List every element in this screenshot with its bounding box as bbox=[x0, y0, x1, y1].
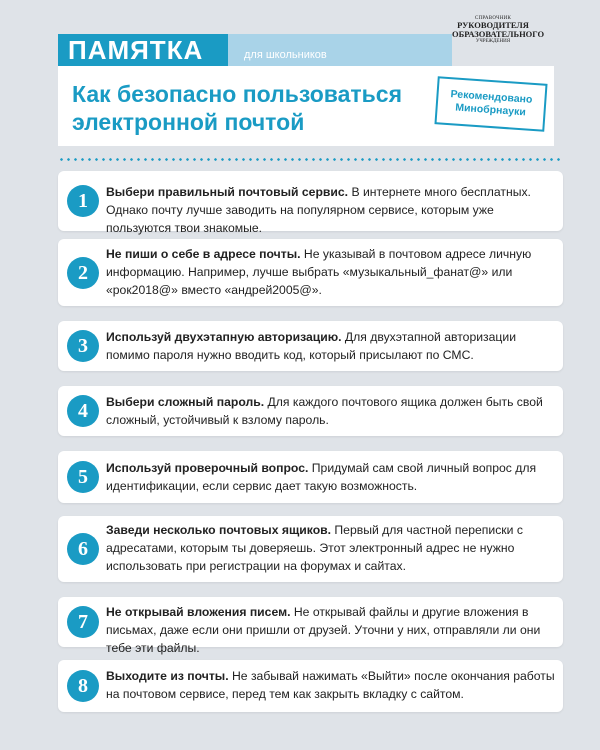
tip-text bbox=[106, 328, 555, 364]
tip-number-badge: 4 bbox=[67, 395, 99, 427]
tip-body: Не указывай в почтовом адресе личную информацию. Например, лучше выбрать «музыкальный_фанат@» или «рок2018@» вместо «андрей2005@». bbox=[106, 247, 532, 297]
tip-text bbox=[106, 183, 555, 237]
tip-number-badge: 6 bbox=[67, 533, 99, 565]
tip-heading: Выбери правильный почтовый сервис. bbox=[106, 185, 349, 199]
tip-text bbox=[106, 245, 555, 299]
page-title bbox=[72, 80, 412, 136]
tip-number-badge: 7 bbox=[67, 606, 99, 638]
logo-small-bottom: УЧРЕЖДЕНИЯ bbox=[475, 39, 511, 44]
tip-number-badge: 8 bbox=[67, 670, 99, 702]
tip-text bbox=[106, 521, 555, 575]
tip-heading: Не пиши о себе в адресе почты. bbox=[106, 247, 301, 261]
tip-body: Для двухэтапной авторизации помимо пароля нужно вводить код, который присылают по СМС. bbox=[106, 330, 517, 362]
memo-tab: ПАМЯТКА bbox=[58, 34, 238, 66]
tip-heading: Используй проверочный вопрос. bbox=[106, 461, 309, 475]
tip-item bbox=[58, 239, 563, 306]
tip-body: Первый для частной переписки с адресатами, которым ты доверяешь. Этот электронный адрес не нужно использовать при регистрации на форумах и сайтах. bbox=[106, 523, 523, 573]
logo-small-top: СПРАВОЧНИК bbox=[474, 16, 512, 21]
tip-heading: Используй двухэтапную авторизацию. bbox=[106, 330, 342, 344]
tip-heading: Выбери сложный пароль. bbox=[106, 395, 265, 409]
tip-text bbox=[106, 393, 555, 429]
tip-item bbox=[58, 171, 563, 235]
tip-body: Не открывай файлы и другие вложения в письмах, даже если они пришли от друзей. Уточни у них, отправляли ли они тебе эти файлы. bbox=[106, 605, 541, 655]
tip-heading: Заведи несколько почтовых ящиков. bbox=[106, 523, 332, 537]
tip-number-badge: 3 bbox=[67, 330, 99, 362]
tip-body: Для каждого почтового ящика должен быть свой сложный, устойчивый к взлому пароль. bbox=[106, 395, 543, 427]
tip-item bbox=[58, 386, 563, 436]
tip-item bbox=[58, 660, 563, 712]
title-card bbox=[58, 66, 554, 146]
header-tabs bbox=[58, 34, 436, 66]
tip-heading: Не открывай вложения писем. bbox=[106, 605, 291, 619]
tip-heading: Выходите из почты. bbox=[106, 669, 229, 683]
recommendation-stamp bbox=[434, 76, 547, 132]
tip-number-badge: 2 bbox=[67, 257, 99, 289]
tip-body: Не забывай нажимать «Выйти» после окончания работы на почтовом сервисе, перед тем как закрыть вкладку с сайтом. bbox=[106, 669, 555, 701]
tip-item bbox=[58, 321, 563, 371]
tip-item bbox=[58, 516, 563, 582]
tip-text bbox=[106, 667, 555, 703]
tip-body: В интернете много бесплатных. Однако почту лучше заводить на популярном сервисе, которым уже пользуются твои знакомые. bbox=[106, 185, 531, 235]
title-line-2: электронной почтой bbox=[72, 109, 305, 135]
audience-tab: для школьников bbox=[228, 34, 452, 66]
stamp-line-1: Рекомендовано bbox=[450, 88, 533, 106]
stamp-line-2: Минобрнауки bbox=[454, 101, 527, 119]
tip-number-badge: 1 bbox=[67, 185, 99, 217]
dotted-divider bbox=[58, 158, 563, 161]
tip-body: Придумай сам свой личный вопрос для идентификации, если сервис дает такую возможность. bbox=[106, 461, 537, 493]
logo-line-1: РУКОВОДИТЕЛЯ bbox=[457, 20, 529, 30]
tip-text bbox=[106, 603, 555, 657]
tip-item bbox=[58, 451, 563, 503]
title-line-1: Как безопасно пользоваться bbox=[72, 81, 402, 107]
tip-text bbox=[106, 459, 555, 495]
tip-item bbox=[58, 597, 563, 655]
publisher-logo bbox=[452, 16, 545, 44]
tip-number-badge: 5 bbox=[67, 461, 99, 493]
logo-line-2: ОБРАЗОВАТЕЛЬНОГО bbox=[452, 29, 545, 39]
